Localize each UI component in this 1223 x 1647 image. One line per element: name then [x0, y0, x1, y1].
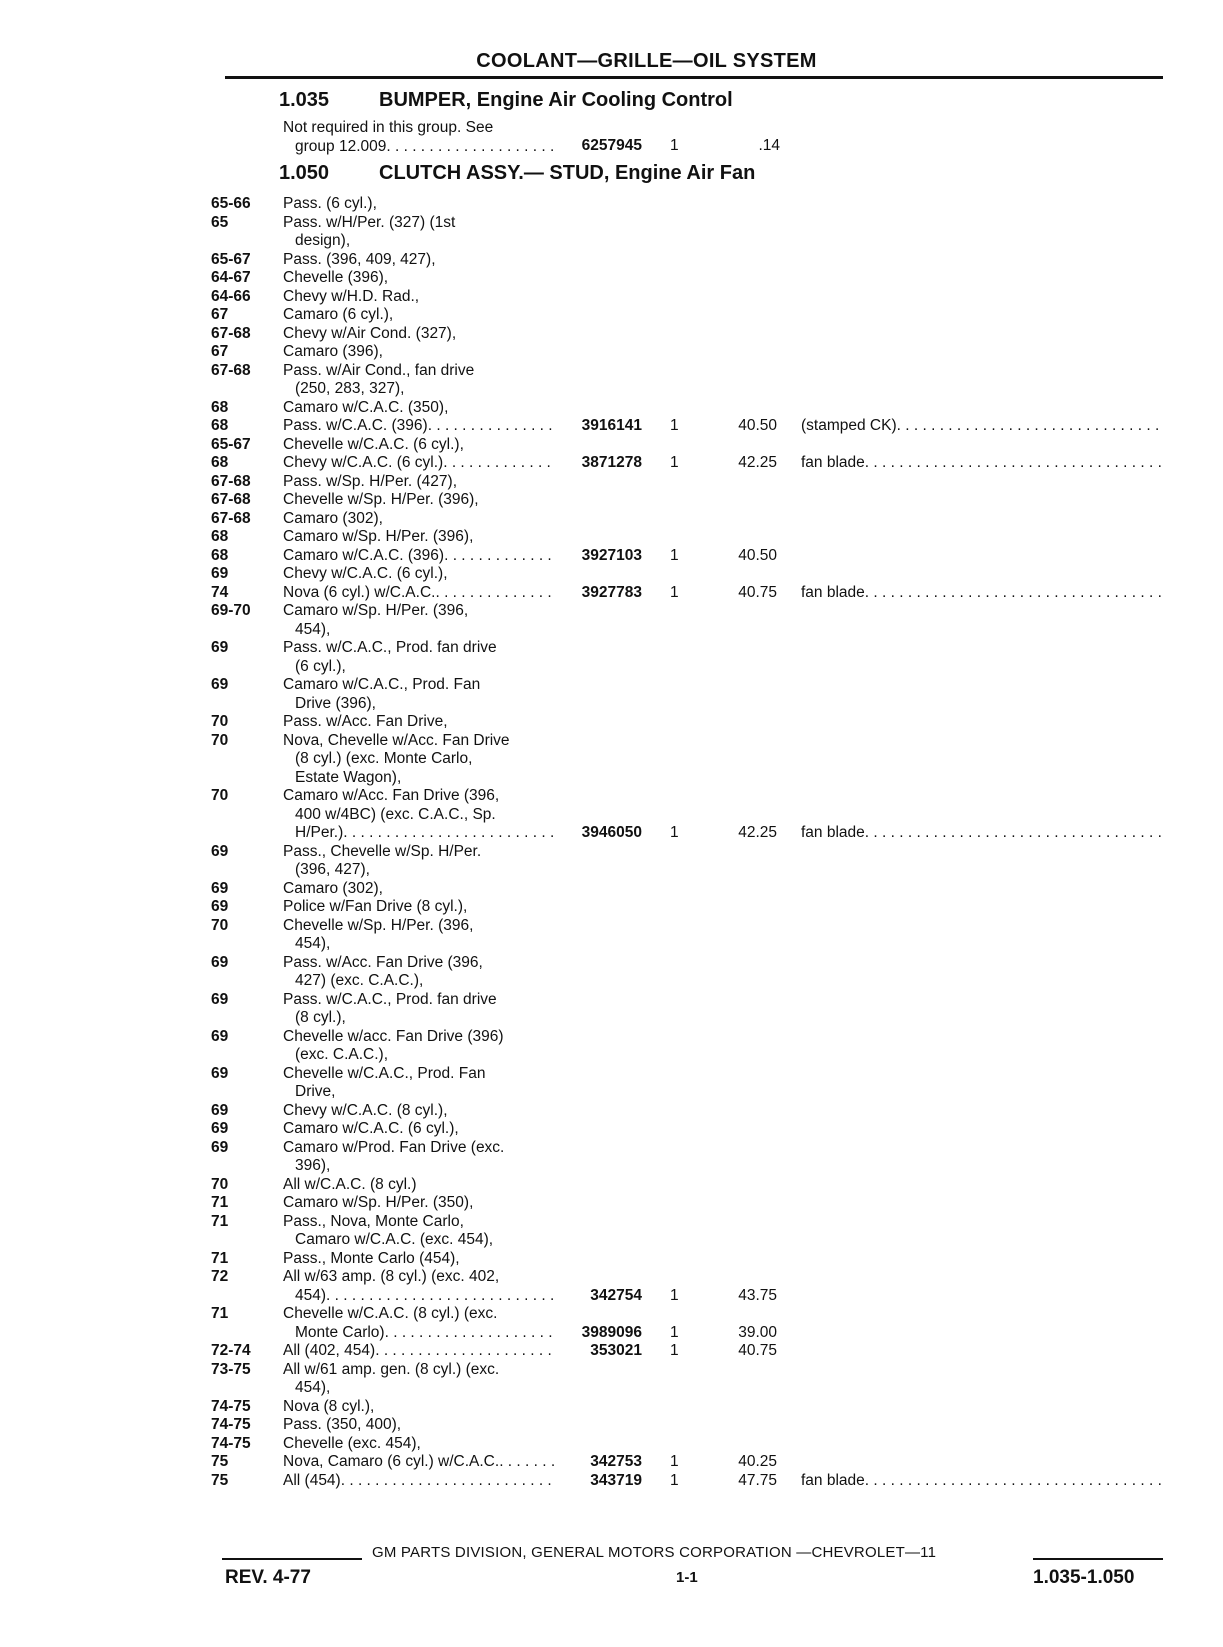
model-year: 69: [211, 1101, 229, 1119]
entry-description: [283, 1268, 555, 1305]
remark: [801, 454, 1163, 473]
desc-line: Pass. (350, 400),: [283, 1416, 402, 1433]
section-title: BUMPER, Engine Air Cooling Control: [379, 89, 733, 111]
entry-description: [283, 639, 555, 676]
model-year: 67-68: [211, 491, 251, 508]
desc-line: All w/61 amp. gen. (8 cyl.) (exc.: [283, 1360, 500, 1378]
desc-line: Police w/Fan Drive (8 cyl.),: [283, 898, 468, 915]
page-title: COOLANT—GRILLE—OIL SYSTEM: [476, 50, 817, 72]
desc-line: 454),: [295, 1379, 331, 1396]
entry-description: [283, 288, 555, 307]
model-year: 69: [211, 953, 229, 971]
model-year: 70: [211, 731, 229, 749]
desc-line: Camaro w/C.A.C., Prod. Fan: [283, 676, 481, 693]
price: 40.75: [738, 1342, 777, 1359]
footer-rule-right: [1033, 1558, 1163, 1560]
desc-line: All w/63 amp. (8 cyl.) (exc. 402,: [283, 1268, 500, 1285]
model-year: 67-68: [211, 509, 251, 527]
price: 40.25: [738, 1453, 777, 1470]
entry-description: [283, 1139, 555, 1176]
entry-description: [283, 1305, 555, 1342]
model-year: 65: [211, 213, 229, 231]
desc-line: Camaro (396),: [283, 343, 383, 360]
desc-line: design),: [295, 232, 351, 249]
desc-line: Camaro w/Sp. H/Per. (396),: [283, 528, 474, 545]
entry-description: [283, 1342, 555, 1361]
desc-line: (250, 283, 327),: [295, 380, 405, 397]
desc-line: Chevelle w/acc. Fan Drive (396): [283, 1027, 504, 1045]
desc-line: Chevelle w/C.A.C., Prod. Fan: [283, 1064, 486, 1082]
desc-line: 454) . . .: [283, 1287, 555, 1306]
footer-publisher: GM PARTS DIVISION, GENERAL MOTORS CORPORATION —CHEVROLET—11: [372, 1544, 937, 1561]
model-year: 64-67: [211, 269, 251, 286]
entry-description: [283, 491, 555, 510]
model-year: 69: [211, 879, 229, 897]
quantity: 1: [670, 824, 679, 841]
model-year: 71: [211, 1194, 229, 1211]
desc-line: 400 w/4BC) (exc. C.A.C., Sp.: [295, 805, 496, 823]
entry-description: [283, 584, 555, 603]
model-year: 70: [211, 787, 229, 804]
entry-description: [283, 1028, 555, 1065]
model-year: 75: [211, 1471, 229, 1489]
revision-date: REV. 4-77: [225, 1567, 311, 1588]
model-year: 68: [211, 528, 229, 545]
entry-description: [283, 399, 555, 418]
desc-line: (8 cyl.),: [295, 1009, 346, 1026]
entry-description: [283, 898, 555, 917]
desc-line: Camaro (6 cyl.),: [283, 306, 394, 323]
part-number: 343719: [590, 1471, 642, 1489]
quantity: 1: [670, 1286, 679, 1304]
entry-description: [283, 306, 555, 325]
desc-line: Pass., Chevelle w/Sp. H/Per.: [283, 842, 482, 860]
price: 40.75: [738, 583, 777, 601]
entry-description: [283, 1453, 555, 1472]
part-number: 342753: [590, 1453, 642, 1470]
desc-line: Drive (396),: [295, 694, 376, 712]
model-year: 69: [211, 1138, 229, 1156]
desc-line: Not required in this group. See: [283, 119, 494, 136]
entry-description: [283, 1176, 555, 1195]
desc-line: Camaro w/C.A.C. (396) . . .: [283, 547, 555, 566]
entry-description: [283, 602, 555, 639]
desc-line: Chevy w/C.A.C. (8 cyl.),: [283, 1101, 448, 1119]
section1-desc: [283, 119, 555, 156]
section-title: CLUTCH ASSY.— STUD, Engine Air Fan: [379, 162, 756, 184]
entry-description: [283, 528, 555, 547]
part-number: 3989096: [581, 1323, 642, 1341]
desc-line: (6 cyl.),: [295, 657, 346, 675]
entry-description: [283, 417, 555, 436]
entry-description: [283, 565, 555, 584]
model-year: 73-75: [211, 1360, 251, 1378]
desc-line: 454),: [295, 935, 331, 952]
model-year: 72: [211, 1268, 229, 1285]
quantity: 1: [670, 583, 679, 601]
entry-description: [283, 713, 555, 732]
model-year: 65-67: [211, 250, 251, 268]
model-year: 67-68: [211, 324, 251, 342]
entry-description: [283, 676, 555, 713]
entry-description: [283, 1120, 555, 1139]
desc-line: Nova (8 cyl.),: [283, 1397, 375, 1415]
desc-line: Pass., Monte Carlo (454),: [283, 1249, 460, 1267]
price: 42.25: [738, 454, 777, 471]
desc-line: 454),: [295, 620, 331, 638]
model-year: 69: [211, 1027, 229, 1045]
desc-line: Chevelle w/Sp. H/Per. (396,: [283, 916, 474, 934]
part-number: 3946050: [581, 824, 642, 841]
remark-text: (stamped CK): [801, 417, 897, 434]
entry-description: [283, 454, 555, 473]
desc-line: Chevelle (exc. 454),: [283, 1434, 421, 1452]
model-year: 65-66: [211, 195, 251, 212]
desc-line: Nova (6 cyl.) w/C.A.C. . . .: [283, 584, 555, 603]
entry-description: [283, 1435, 555, 1454]
desc-line: Nova, Camaro (6 cyl.) w/C.A.C. . . .: [283, 1453, 555, 1472]
model-year: 71: [211, 1212, 229, 1230]
model-year: 64-66: [211, 287, 251, 305]
model-year: 71: [211, 1249, 229, 1267]
quantity: 1: [670, 1453, 679, 1470]
entry-description: [283, 473, 555, 492]
entry-description: [283, 343, 555, 362]
desc-line: Camaro w/C.A.C. (exc. 454),: [295, 1231, 494, 1248]
desc-line: Drive,: [295, 1083, 336, 1100]
model-year: 75: [211, 1453, 229, 1470]
header-rule: [225, 76, 1163, 79]
model-year: 74-75: [211, 1434, 251, 1452]
entry-description: [283, 880, 555, 899]
model-year: 67: [211, 306, 229, 323]
quantity: 1: [670, 417, 679, 434]
model-year: 74-75: [211, 1416, 251, 1433]
desc-line: Chevelle w/C.A.C. (8 cyl.) (exc.: [283, 1305, 498, 1322]
desc-line: Chevy w/C.A.C. (6 cyl.) . . .: [283, 454, 555, 473]
remark-text: fan blade: [801, 1471, 865, 1489]
part-number: 3927783: [581, 583, 642, 601]
desc-line: Camaro w/Sp. H/Per. (350),: [283, 1194, 474, 1211]
entry-description: [283, 1250, 555, 1269]
desc-line: Camaro (302),: [283, 509, 383, 527]
remark: [801, 824, 1163, 843]
model-year: 69: [211, 1064, 229, 1082]
desc-line: Pass. w/Sp. H/Per. (427),: [283, 472, 458, 490]
price: 43.75: [738, 1286, 777, 1304]
remark: [801, 417, 1163, 436]
model-year: 74: [211, 583, 229, 601]
entry-description: [283, 1472, 555, 1491]
model-year: 68: [211, 454, 229, 471]
desc-line: Camaro w/C.A.C. (6 cyl.),: [283, 1120, 459, 1137]
remark-text: fan blade: [801, 824, 865, 841]
entry-description: [283, 1213, 555, 1250]
entry-description: [283, 325, 555, 344]
desc-line: Nova, Chevelle w/Acc. Fan Drive: [283, 731, 510, 749]
desc-line: H/Per.) . . .: [283, 824, 555, 843]
desc-line: All (454) . . .: [283, 1472, 555, 1491]
part-number: 353021: [590, 1342, 642, 1359]
desc-line: Pass. w/C.A.C., Prod. fan drive: [283, 990, 497, 1008]
entry-description: [283, 1416, 555, 1435]
section-number: 1.050: [279, 162, 330, 184]
part-number: 3916141: [581, 417, 642, 434]
desc-line: Pass. w/C.A.C., Prod. fan drive: [283, 639, 497, 656]
model-year: 68: [211, 546, 229, 564]
desc-line: (396, 427),: [295, 861, 370, 878]
entry-description: [283, 510, 555, 529]
part-number: 3927103: [581, 546, 642, 564]
desc-line: Chevy w/C.A.C. (6 cyl.),: [283, 565, 448, 582]
entry-description: [283, 436, 555, 455]
desc-line: Camaro w/Prod. Fan Drive (exc.: [283, 1138, 505, 1156]
desc-line: Camaro w/Acc. Fan Drive (396,: [283, 787, 500, 804]
entry-description: [283, 1194, 555, 1213]
model-year: 71: [211, 1305, 229, 1322]
part-number: 342754: [590, 1286, 642, 1304]
entry-description: [283, 787, 555, 843]
price: 42.25: [738, 824, 777, 841]
desc-line: Chevelle (396),: [283, 269, 389, 286]
desc-line: Camaro w/Sp. H/Per. (396,: [283, 602, 469, 619]
entry-description: [283, 547, 555, 566]
desc-line: 427) (exc. C.A.C.),: [295, 972, 424, 989]
entry-description: [283, 269, 555, 288]
entry-description: [283, 195, 555, 214]
desc-line: Camaro w/C.A.C. (350),: [283, 398, 449, 416]
remark: [801, 584, 1163, 603]
model-year: 69: [211, 1120, 229, 1137]
footer-rule-left: [222, 1558, 362, 1560]
group-range: 1.035-1.050: [1033, 1567, 1135, 1588]
desc-line: Chevy w/Air Cond. (327),: [283, 324, 457, 342]
desc-line: Pass. (6 cyl.),: [283, 195, 377, 212]
entry-description: [283, 214, 555, 251]
quantity: 1: [670, 546, 679, 564]
part-number: 3871278: [581, 454, 642, 471]
desc-line: Chevelle w/C.A.C. (6 cyl.),: [283, 435, 464, 453]
desc-line: Estate Wagon),: [295, 768, 402, 786]
entry-description: [283, 991, 555, 1028]
price: 40.50: [738, 417, 777, 434]
model-year: 69: [211, 676, 229, 693]
model-year: 67-68: [211, 472, 251, 490]
desc-line: All (402, 454) . . .: [283, 1342, 555, 1361]
model-year: 69: [211, 842, 229, 860]
desc-line: Pass. w/Air Cond., fan drive: [283, 361, 475, 379]
model-year: 67: [211, 343, 229, 360]
entry-description: [283, 954, 555, 991]
price: .14: [758, 137, 780, 154]
desc-line: Pass. (396, 409, 427),: [283, 250, 436, 268]
model-year: 65-67: [211, 435, 251, 453]
remark-text: fan blade: [801, 583, 865, 601]
desc-line: (8 cyl.) (exc. Monte Carlo,: [295, 750, 473, 767]
desc-line: Pass. w/H/Per. (327) (1st: [283, 213, 456, 231]
model-year: 70: [211, 916, 229, 934]
desc-line: Pass. w/Acc. Fan Drive,: [283, 713, 448, 730]
remark-text: fan blade: [801, 454, 865, 471]
desc-line: Camaro (302),: [283, 879, 383, 897]
desc-line: Pass., Nova, Monte Carlo,: [283, 1212, 464, 1230]
desc-line: Pass. w/Acc. Fan Drive (396,: [283, 953, 483, 971]
model-year: 69: [211, 898, 229, 915]
entry-description: [283, 917, 555, 954]
part-number: 6257945: [581, 137, 642, 154]
model-year: 70: [211, 1175, 229, 1193]
desc-line: (exc. C.A.C.),: [295, 1046, 389, 1063]
quantity: 1: [670, 1342, 679, 1359]
model-year: 68: [211, 417, 229, 434]
entry-description: [283, 843, 555, 880]
entry-description: [283, 732, 555, 788]
desc-line: Chevy w/H.D. Rad.,: [283, 287, 420, 305]
entry-description: [283, 1065, 555, 1102]
entry-description: [283, 1361, 555, 1398]
desc-line-last: group 12.009 . . .: [283, 138, 555, 157]
model-year: 69: [211, 565, 229, 582]
page-number: 1-1: [676, 1569, 698, 1586]
remark: [801, 1472, 1163, 1491]
desc-line: Monte Carlo) . . .: [283, 1324, 555, 1343]
model-year: 74-75: [211, 1397, 251, 1415]
model-year: 70: [211, 713, 229, 730]
model-year: 67-68: [211, 361, 251, 379]
model-year: 68: [211, 398, 229, 416]
quantity: 1: [670, 454, 679, 471]
section-heading-1035: [279, 89, 733, 112]
entry-description: [283, 362, 555, 399]
price: 47.75: [738, 1471, 777, 1489]
desc-line: Chevelle w/Sp. H/Per. (396),: [283, 491, 479, 508]
model-year: 72-74: [211, 1342, 251, 1359]
model-year: 69: [211, 990, 229, 1008]
entry-description: [283, 1398, 555, 1417]
model-year: 69: [211, 639, 229, 656]
desc-line: All w/C.A.C. (8 cyl.): [283, 1175, 417, 1193]
entry-description: [283, 1102, 555, 1121]
quantity: 1: [670, 1471, 679, 1489]
quantity: 1: [670, 137, 679, 154]
desc-line: 396),: [295, 1157, 331, 1174]
desc-line: Pass. w/C.A.C. (396) . . .: [283, 417, 555, 436]
model-year: 69-70: [211, 602, 251, 619]
price: 39.00: [738, 1323, 777, 1341]
entry-description: [283, 251, 555, 270]
section-heading-1050: [279, 162, 755, 185]
section-number: 1.035: [279, 89, 330, 111]
quantity: 1: [670, 1323, 679, 1341]
price: 40.50: [738, 546, 777, 564]
